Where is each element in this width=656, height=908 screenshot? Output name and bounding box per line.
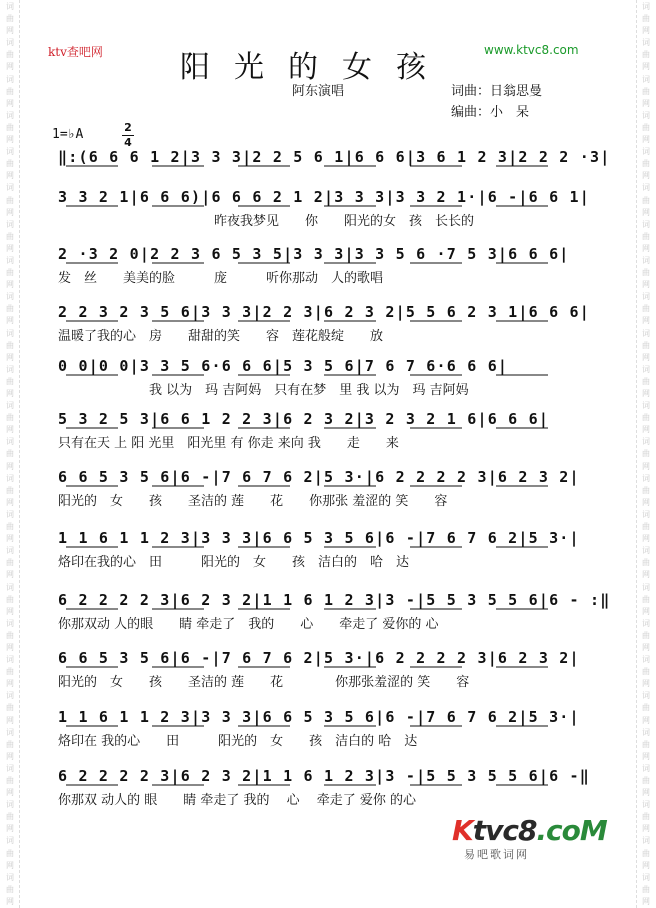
beam-underlines: [58, 665, 578, 670]
watermark-char: 词: [642, 618, 650, 628]
watermark-char: 曲: [6, 776, 14, 785]
beam-underlines: [58, 261, 578, 266]
watermark-char: 曲: [642, 376, 650, 386]
watermark-char: 网: [642, 62, 650, 72]
score-system: [58, 466, 578, 514]
watermark-char: 曲: [642, 231, 650, 241]
key-text: 1=♭A: [52, 127, 84, 142]
watermark-char: 网: [6, 679, 14, 689]
watermark-char: 词: [6, 691, 14, 701]
watermark-char: 曲: [642, 703, 650, 713]
watermark-char: 词: [642, 74, 650, 84]
lyrics-line: 烙印在 我的心 田 阳光的 女 孩 洁白的 哈 达: [58, 734, 418, 749]
watermark-char: 词: [642, 546, 650, 556]
watermark-char: 词: [642, 147, 650, 157]
site-url-right: www.ktvc8.com: [484, 43, 579, 57]
watermark-char: 曲: [642, 159, 650, 169]
watermark-char: 曲: [642, 86, 650, 96]
beam-underlines: [58, 319, 578, 324]
notation-line: 2 2 3 2 3 5 6|3 3 3|2 2 3|6 2 3 2|5 5 6 2 3 1|6 6 6|: [58, 303, 590, 321]
beam-underlines: [58, 545, 578, 550]
watermark-char: 网: [642, 461, 650, 471]
notation-line: 6 2 2 2 2 3|6 2 3 2|1 1 6 1 2 3|3 -|5 5 3 5 5 6|6 - :‖: [58, 591, 611, 609]
site-name-left: ktv查吧网: [48, 45, 103, 59]
watermark-char: 词: [6, 546, 14, 556]
watermark-char: 曲: [642, 449, 650, 459]
notation-line: 6 2 2 2 2 3|6 2 3 2|1 1 6 1 2 3|3 -|5 5 3 5 5 6|6 -‖: [58, 767, 590, 785]
watermark-char: 词: [642, 183, 650, 193]
watermark-char: 曲: [6, 413, 14, 423]
watermark-char: 网: [642, 751, 650, 761]
lyrics-line: 你那双动 人的眼 睛 牵走了 我的 心 牵走了 爱你的 心: [58, 617, 439, 632]
watermark-char: 词: [642, 292, 650, 302]
watermark-char: 曲: [6, 268, 14, 278]
watermark-char: 网: [642, 788, 650, 798]
watermark-char: 曲: [642, 630, 650, 640]
watermark-char: 网: [6, 461, 14, 471]
notation-line: 0 0|0 0|3 3 5 6·6 6 6|5 3 5 6|7 6 7 6·6 6 6|: [58, 357, 509, 375]
watermark-char: 词: [6, 183, 14, 193]
watermark-char: 词: [642, 691, 650, 701]
notation-line: 3 3 2 1|6 6 6)|6 6 6 2 1 2|3 3 3|3 3 2 1·|6 -|6 6 1|: [58, 188, 590, 206]
watermark-char: 曲: [6, 231, 14, 241]
watermark-char: 曲: [642, 413, 650, 423]
watermark-char: 网: [642, 642, 650, 652]
watermark-char: 词: [6, 836, 14, 846]
singer-credit: 阿东演唱: [292, 84, 345, 99]
watermark-char: 网: [6, 243, 14, 253]
lyricist-credit: 词曲：日翁思曼: [451, 84, 543, 99]
watermark-char: 词: [642, 364, 650, 374]
beam-underlines: [58, 373, 578, 378]
watermark-char: 曲: [642, 522, 650, 532]
watermark-char: 曲: [6, 340, 14, 350]
logo-t: tvc8: [472, 814, 537, 847]
watermark-char: 词: [6, 364, 14, 374]
watermark-char: 词: [642, 800, 650, 810]
site-logo: [452, 814, 607, 861]
watermark-char: 网: [6, 606, 14, 616]
watermark-char: 曲: [6, 594, 14, 604]
score-system: [58, 765, 590, 813]
watermark-char: 网: [6, 751, 14, 761]
watermark-char: 网: [6, 824, 14, 834]
watermark-char: 词: [6, 110, 14, 120]
song-title: 阳光的女孩: [180, 50, 450, 85]
watermark-char: 网: [6, 570, 14, 580]
watermark-char: 曲: [6, 667, 14, 677]
beam-underlines: [58, 426, 578, 431]
watermark-char: 曲: [642, 884, 650, 894]
lyrics-line: 你那双 动人的 眼 睛 牵走了 我的 心 牵走了 爱你 的心: [58, 793, 417, 808]
watermark-char: 曲: [6, 485, 14, 495]
watermark-char: 词: [6, 763, 14, 773]
watermark-char: 网: [6, 352, 14, 362]
watermark-char: 曲: [6, 50, 14, 60]
watermark-char: 词: [6, 655, 14, 665]
notation-line: ‖:(6 6 6 1 2|3 3 3|2 2 5 6 1|6 6 6|3 6 1 2 3|2 2 2 ·3|: [58, 148, 611, 166]
watermark-char: 曲: [642, 122, 650, 132]
lyrics-line: 烙印在我的心 田 阳光的 女 孩 洁白的 哈 达: [58, 555, 410, 570]
watermark-char: 网: [642, 534, 650, 544]
watermark-char: 曲: [6, 376, 14, 386]
watermark-char: 网: [642, 352, 650, 362]
watermark-char: 词: [6, 292, 14, 302]
watermark-char: 词: [642, 473, 650, 483]
time-sig-top: 2: [124, 121, 132, 134]
watermark-char: 网: [6, 171, 14, 181]
score-system: [58, 647, 578, 695]
watermark-char: 曲: [6, 159, 14, 169]
watermark-char: 网: [642, 316, 650, 326]
watermark-char: 词: [6, 328, 14, 338]
lyrics-line: 阳光的 女 孩 圣洁的 莲 花 你那张羞涩的 笑 容: [58, 675, 470, 690]
watermark-char: 词: [6, 147, 14, 157]
watermark-char: 词: [6, 2, 14, 11]
score-system: [58, 301, 590, 349]
time-sig-bottom: 4: [124, 136, 132, 149]
watermark-char: 网: [642, 896, 650, 906]
logo-m: .coM: [536, 814, 607, 847]
watermark-char: 网: [6, 425, 14, 435]
watermark-char: 网: [6, 497, 14, 507]
watermark-char: 曲: [642, 340, 650, 350]
watermark-char: 词: [642, 401, 650, 411]
watermark-char: 网: [642, 570, 650, 580]
watermark-char: 曲: [6, 812, 14, 822]
watermark-char: 网: [642, 135, 650, 145]
watermark-char: 曲: [642, 195, 650, 205]
lyrics-line: 温暖了我的心 房 甜甜的笑 容 莲花般绽 放: [58, 329, 384, 344]
beam-underlines: [58, 484, 578, 489]
score-system: [58, 706, 578, 754]
watermark-char: 网: [6, 26, 14, 36]
watermark-char: 曲: [642, 268, 650, 278]
lyrics-line: 发 丝 美美的脸 庞 听你那动 人的歌唱: [58, 271, 384, 286]
watermark-char: 曲: [6, 703, 14, 713]
notation-line: 1 1 6 1 1 2 3|3 3 3|6 6 5 3 5 6|6 -|7 6 7 6 2|5 3·|: [58, 708, 580, 726]
watermark-char: 词: [642, 38, 650, 48]
watermark-char: 词: [642, 872, 650, 882]
watermark-char: 网: [642, 679, 650, 689]
watermark-char: 曲: [6, 848, 14, 858]
watermark-char: 词: [642, 727, 650, 737]
watermark-char: 词: [642, 328, 650, 338]
watermark-char: 词: [642, 836, 650, 846]
watermark-char: 网: [642, 606, 650, 616]
watermark-char: 曲: [6, 884, 14, 894]
watermark-char: 网: [642, 98, 650, 108]
notation-line: 2 ·3 2 0|2 2 3 6 5 3 5|3 3 3|3 3 5 6 ·7 5 3|6 6 6|: [58, 245, 570, 263]
score-system: [58, 186, 590, 234]
watermark-char: 词: [6, 74, 14, 84]
lyrics-line: 我 以为 玛 吉阿妈 只有在梦 里 我 以为 玛 吉阿妈: [58, 383, 469, 398]
watermark-char: 曲: [6, 449, 14, 459]
watermark-char: 网: [6, 715, 14, 725]
notation-line: 6 6 5 3 5 6|6 -|7 6 7 6 2|5 3·|6 2 2 2 2 3|6 2 3 2|: [58, 649, 580, 667]
logo-k: K: [452, 814, 473, 847]
watermark-char: 词: [6, 727, 14, 737]
watermark-char: 网: [6, 860, 14, 870]
watermark-char: 网: [642, 171, 650, 181]
score-system: [58, 355, 578, 403]
watermark-char: 词: [6, 401, 14, 411]
beam-underlines: [58, 204, 578, 209]
watermark-char: 曲: [642, 776, 650, 785]
lyrics-line: 阳光的 女 孩 圣洁的 莲 花 你那张 羞涩的 笑 容: [58, 494, 448, 509]
watermark-char: 词: [642, 255, 650, 265]
watermark-char: 曲: [6, 558, 14, 568]
watermark-char: 词: [6, 872, 14, 882]
watermark-char: 网: [642, 715, 650, 725]
watermark-char: 词: [642, 219, 650, 229]
watermark-char: 曲: [642, 739, 650, 749]
watermark-char: 词: [642, 763, 650, 773]
watermark-char: 网: [642, 26, 650, 36]
watermark-char: 曲: [6, 86, 14, 96]
watermark-char: 网: [6, 135, 14, 145]
beam-underlines: [58, 724, 578, 729]
watermark-char: 词: [6, 255, 14, 265]
logo-wordmark: [452, 814, 607, 847]
watermark-char: 曲: [642, 848, 650, 858]
watermark-char: 曲: [6, 304, 14, 314]
watermark-char: 网: [642, 280, 650, 290]
watermark-char: 词: [6, 473, 14, 483]
lyrics-line: 昨夜我梦见 你 阳光的女 孩 长长的: [58, 214, 475, 229]
watermark-char: 网: [642, 824, 650, 834]
watermark-char: 曲: [642, 14, 650, 24]
watermark-char: 网: [6, 642, 14, 652]
watermark-char: 词: [642, 509, 650, 519]
composer-credit: 编曲：小 呆: [451, 105, 530, 120]
watermark-char: 曲: [642, 812, 650, 822]
logo-tagline: 易吧歌词网: [464, 848, 529, 861]
watermark-char: 网: [6, 896, 14, 906]
watermark-char: 词: [642, 437, 650, 447]
beam-underlines: [58, 164, 578, 169]
watermark-char: 网: [642, 860, 650, 870]
watermark-char: 网: [6, 316, 14, 326]
watermark-char: 网: [6, 280, 14, 290]
watermark-char: 词: [6, 437, 14, 447]
watermark-char: 词: [642, 2, 650, 11]
watermark-char: 网: [642, 497, 650, 507]
watermark-char: 网: [6, 389, 14, 398]
beam-underlines: [58, 783, 578, 788]
notation-line: 6 6 5 3 5 6|6 -|7 6 7 6 2|5 3·|6 2 2 2 2 3|6 2 3 2|: [58, 468, 580, 486]
watermark-char: 曲: [6, 195, 14, 205]
beam-underlines: [58, 607, 578, 612]
watermark-char: 曲: [6, 522, 14, 532]
watermark-char: 曲: [642, 594, 650, 604]
watermark-char: 网: [6, 534, 14, 544]
score-system: [58, 243, 578, 291]
score-system: [58, 589, 611, 637]
watermark-char: 曲: [6, 739, 14, 749]
watermark-char: 词: [642, 655, 650, 665]
watermark-char: 词: [6, 800, 14, 810]
lyrics-line: 只有在天 上 阳 光里 阳光里 有 你走 来向 我 走 来: [58, 436, 399, 451]
watermark-char: 网: [642, 389, 650, 398]
watermark-char: 词: [6, 618, 14, 628]
watermark-char: 词: [6, 509, 14, 519]
watermark-char: 曲: [6, 122, 14, 132]
watermark-char: 词: [642, 110, 650, 120]
watermark-char: 词: [6, 219, 14, 229]
notation-line: 5 3 2 5 3|6 6 1 2 2 3|6 2 3 2|3 2 3 2 1 6|6 6 6|: [58, 410, 550, 428]
watermark-char: 词: [6, 38, 14, 48]
watermark-char: 网: [642, 207, 650, 217]
watermark-char: 网: [6, 62, 14, 72]
watermark-char: 曲: [642, 50, 650, 60]
watermark-char: 词: [642, 582, 650, 592]
watermark-char: 网: [6, 788, 14, 798]
notation-line: 1 1 6 1 1 2 3|3 3 3|6 6 5 3 5 6|6 -|7 6 7 6 2|5 3·|: [58, 529, 580, 547]
watermark-char: 曲: [642, 667, 650, 677]
watermark-char: 网: [6, 207, 14, 217]
watermark-char: 网: [642, 425, 650, 435]
watermark-char: 网: [642, 243, 650, 253]
watermark-char: 曲: [642, 558, 650, 568]
watermark-char: 曲: [642, 304, 650, 314]
watermark-char: 曲: [6, 14, 14, 24]
watermark-char: 曲: [642, 485, 650, 495]
watermark-char: 网: [6, 98, 14, 108]
score-system: [58, 408, 578, 456]
watermark-char: 曲: [6, 630, 14, 640]
score-system: [58, 527, 578, 575]
watermark-char: 词: [6, 582, 14, 592]
